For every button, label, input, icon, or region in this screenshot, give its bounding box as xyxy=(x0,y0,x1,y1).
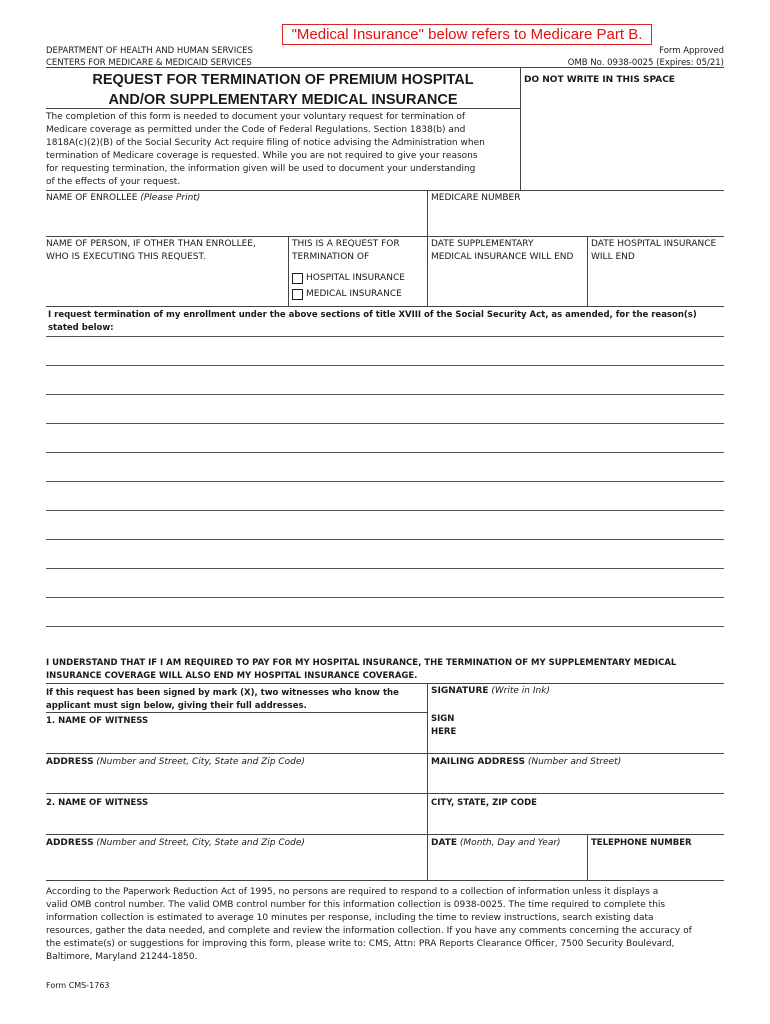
intro-line: termination of Medicare coverage is requested. While you are not required to give your reasons xyxy=(46,151,478,161)
intro-line: 1818A(c)(2)(B) of the Social Security Act require filing of notice advising the Administration when xyxy=(46,138,485,148)
reason-line[interactable] xyxy=(46,568,724,569)
omb-block xyxy=(568,45,724,69)
hospital-insurance-checkbox[interactable] xyxy=(292,273,303,284)
request-label-1: THIS IS A REQUEST FOR xyxy=(292,239,400,249)
medicare-number-field[interactable]: MEDICARE NUMBER xyxy=(431,193,521,203)
witness-2-name-field[interactable]: 2. NAME OF WITNESS xyxy=(46,798,149,808)
pra-line: the estimate(s) or suggestions for improving this form, please write to: CMS, Attn: PRA Reports Clearance Officer, 7500 Security Boulevard, xyxy=(46,939,675,949)
enrollee-name-field[interactable] xyxy=(46,192,200,205)
form-title xyxy=(46,70,520,110)
reasons-line-1: I request termination of my enrollment under the above sections of title XVIII of the Social Security Act, as amended, for the reason(s) xyxy=(48,310,697,320)
hospital-insurance-label: HOSPITAL INSURANCE xyxy=(306,273,405,283)
hi-end-date-label-2: WILL END xyxy=(591,252,635,262)
agency-line-2: CENTERS FOR MEDICARE & MEDICAID SERVICES xyxy=(46,58,252,68)
reason-line[interactable] xyxy=(46,452,724,453)
here-label: HERE xyxy=(431,727,457,737)
form-number: Form CMS-1763 xyxy=(46,981,110,990)
executing-person-label-1: NAME OF PERSON, IF OTHER THAN ENROLLEE, xyxy=(46,239,256,249)
smi-end-date-label-2: MEDICAL INSURANCE WILL END xyxy=(431,252,574,262)
understand-statement xyxy=(46,657,676,683)
form-approved: Form Approved xyxy=(659,46,724,56)
date-field[interactable] xyxy=(431,837,561,850)
signature-hint: (Write in Ink) xyxy=(491,686,550,696)
pra-statement xyxy=(46,886,736,964)
reason-line[interactable] xyxy=(46,539,724,540)
pra-line: resources, gather the data needed, and complete and review the information collection. If you have any comments concerning the accuracy of xyxy=(46,926,692,936)
witness-instructions-1: If this request has been signed by mark (X), two witnesses who know the xyxy=(46,688,399,698)
reason-line[interactable] xyxy=(46,510,724,511)
pra-line: information collection is estimated to average 10 minutes per response, including the time to review instructions, search existing data xyxy=(46,913,654,923)
address-hint: (Number and Street, City, State and Zip Code) xyxy=(96,757,305,767)
telephone-field[interactable]: TELEPHONE NUMBER xyxy=(591,838,692,848)
witness-1-address-field[interactable] xyxy=(46,756,305,769)
understand-line-2: INSURANCE COVERAGE WILL ALSO END MY HOSPITAL INSURANCE COVERAGE. xyxy=(46,671,418,681)
executing-person-label-2: WHO IS EXECUTING THIS REQUEST. xyxy=(46,252,206,262)
pra-line: According to the Paperwork Reduction Act of 1995, no persons are required to respond to a collection of information unless it displays a xyxy=(46,887,659,897)
smi-end-date-field[interactable] xyxy=(431,238,573,264)
signature-label: SIGNATURE xyxy=(431,686,489,696)
reason-line[interactable] xyxy=(46,394,724,395)
medicare-part-b-notice: "Medical Insurance" below refers to Medicare Part B. xyxy=(282,24,652,45)
medical-insurance-label: MEDICAL INSURANCE xyxy=(306,289,402,299)
witness-2-address-field[interactable] xyxy=(46,837,305,850)
reasons-statement xyxy=(48,309,697,335)
reason-line[interactable] xyxy=(46,626,724,627)
city-state-zip-field[interactable]: CITY, STATE, ZIP CODE xyxy=(431,798,537,808)
reason-line[interactable] xyxy=(46,481,724,482)
termination-request-label xyxy=(292,238,400,264)
mailing-address-label: MAILING ADDRESS xyxy=(431,757,525,767)
enrollee-name-hint: (Please Print) xyxy=(140,193,201,203)
understand-line-1: I UNDERSTAND THAT IF I AM REQUIRED TO PAY FOR MY HOSPITAL INSURANCE, THE TERMINATION OF MY SUPPLEMENTARY MEDICAL xyxy=(46,658,677,668)
form-title-line-2: AND/OR SUPPLEMENTARY MEDICAL INSURANCE xyxy=(108,92,458,108)
request-label-2: TERMINATION OF xyxy=(292,252,370,262)
reason-line[interactable] xyxy=(46,365,724,366)
intro-line: of the effects of your request. xyxy=(46,177,181,187)
intro-paragraph xyxy=(46,111,516,189)
enrollee-name-label: NAME OF ENROLLEE xyxy=(46,193,138,203)
intro-line: for requesting termination, the information given will be used to document your understanding xyxy=(46,164,476,174)
sign-here-marker xyxy=(431,713,456,739)
agency-line-1: DEPARTMENT OF HEALTH AND HUMAN SERVICES xyxy=(46,46,253,56)
date-label: DATE xyxy=(431,838,458,848)
form-title-line-1: REQUEST FOR TERMINATION OF PREMIUM HOSPITAL xyxy=(92,72,474,88)
reason-line[interactable] xyxy=(46,336,724,337)
witness-instructions xyxy=(46,687,399,713)
intro-line: Medicare coverage as permitted under the Code of Federal Regulations. Section 1838(b) and xyxy=(46,125,466,135)
witness-1-name-field[interactable]: 1. NAME OF WITNESS xyxy=(46,716,149,726)
do-not-write-label: DO NOT WRITE IN THIS SPACE xyxy=(524,75,675,85)
intro-line: The completion of this form is needed to document your voluntary request for termination of xyxy=(46,112,466,122)
pra-line: Baltimore, Maryland 21244-1850. xyxy=(46,952,198,962)
witness-instructions-2: applicant must sign below, giving their full addresses. xyxy=(46,701,307,711)
smi-end-date-label-1: DATE SUPPLEMENTARY xyxy=(431,239,534,249)
address-label: ADDRESS xyxy=(46,757,94,767)
reasons-line-2: stated below: xyxy=(48,323,114,333)
pra-line: valid OMB control number. The valid OMB control number for this information collection is 0938-0025. The time required to complete this xyxy=(46,900,666,910)
signature-field[interactable] xyxy=(431,685,550,698)
reason-line[interactable] xyxy=(46,597,724,598)
sign-label: SIGN xyxy=(431,714,455,724)
address-hint: (Number and Street, City, State and Zip Code) xyxy=(96,838,305,848)
hi-end-date-label-1: DATE HOSPITAL INSURANCE xyxy=(591,239,717,249)
reason-line[interactable] xyxy=(46,423,724,424)
agency-name xyxy=(46,45,253,69)
omb-number: OMB No. 0938-0025 (Expires: 05/21) xyxy=(567,58,724,68)
address-label: ADDRESS xyxy=(46,838,94,848)
medical-insurance-checkbox[interactable] xyxy=(292,289,303,300)
executing-person-field[interactable] xyxy=(46,238,256,264)
mailing-address-field[interactable] xyxy=(431,756,621,769)
mailing-address-hint: (Number and Street) xyxy=(527,757,622,767)
date-hint: (Month, Day and Year) xyxy=(459,838,561,848)
hi-end-date-field[interactable] xyxy=(591,238,716,264)
